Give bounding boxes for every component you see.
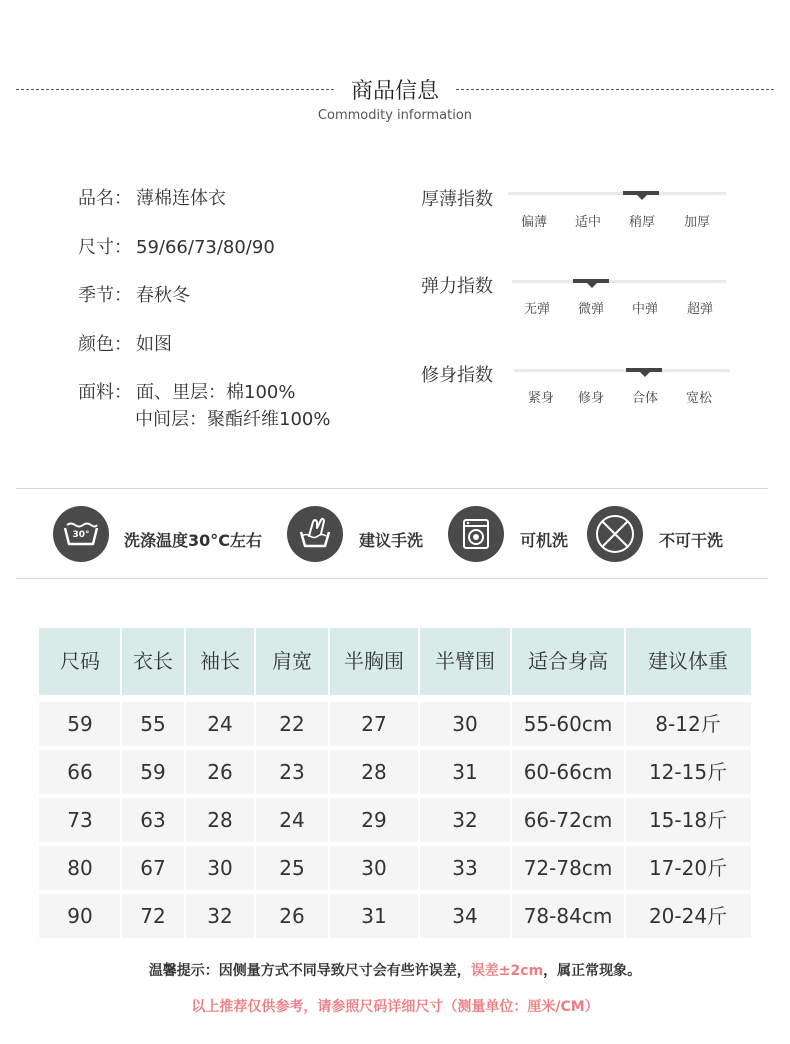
no-dry-clean-text: 不可干洗	[659, 531, 724, 550]
info-value: 面、里层：棉100%	[136, 382, 296, 403]
fit-index-marker	[626, 368, 662, 372]
elasticity-option: 中弹	[631, 302, 658, 317]
column-separator	[120, 798, 122, 842]
thickness-option: 适中	[574, 215, 601, 230]
size-table-header-cell: 半臂围	[435, 649, 495, 673]
tip-note-text-end: ，属正常现象。	[543, 963, 642, 979]
thickness-index-track	[508, 192, 726, 195]
table-cell: 30	[452, 712, 478, 736]
fit-option: 紧身	[527, 391, 554, 406]
size-table-header	[39, 628, 751, 695]
column-separator	[184, 750, 186, 794]
table-row	[39, 702, 751, 746]
care-divider-bottom	[16, 578, 768, 579]
info-label: 面料：	[78, 382, 132, 403]
column-separator	[254, 798, 256, 842]
column-separator	[328, 702, 330, 746]
wash-temp-label: 30°	[72, 530, 90, 540]
column-separator	[624, 798, 626, 842]
elasticity-index-label: 弹力指数	[421, 276, 493, 297]
column-separator	[418, 798, 420, 842]
table-cell: 30	[361, 856, 387, 880]
info-label: 季节：	[78, 285, 132, 306]
info-label: 颜色：	[78, 334, 132, 355]
table-cell: 59	[140, 760, 166, 784]
table-cell: 8-12斤	[655, 712, 721, 736]
table-cell: 26	[207, 760, 233, 784]
table-cell: 28	[207, 808, 233, 832]
thickness-option: 加厚	[683, 215, 710, 230]
thickness-index-label: 厚薄指数	[421, 189, 493, 210]
header-column-separator	[254, 628, 256, 695]
column-separator	[510, 798, 512, 842]
info-season-row	[78, 281, 190, 307]
table-cell: 31	[452, 760, 478, 784]
column-separator	[624, 702, 626, 746]
fit-option: 修身	[577, 391, 604, 406]
table-cell: 22	[279, 712, 305, 736]
elasticity-option: 超弹	[686, 302, 713, 317]
info-color-row	[78, 330, 172, 356]
table-cell: 60-66cm	[523, 760, 613, 784]
table-cell: 32	[452, 808, 478, 832]
table-cell: 80	[67, 856, 93, 880]
header-column-separator	[120, 628, 122, 695]
thickness-index-marker	[623, 191, 659, 195]
size-table-header-cell: 肩宽	[272, 649, 312, 673]
table-cell: 66-72cm	[523, 808, 613, 832]
table-cell: 66	[67, 760, 93, 784]
size-table-header-cell: 袖长	[200, 649, 240, 673]
info-name-row	[78, 184, 226, 210]
page-subtitle: Commodity information	[317, 108, 473, 123]
info-value: 春秋冬	[136, 285, 190, 306]
size-table-header-cell: 半胸围	[344, 649, 404, 673]
column-separator	[184, 846, 186, 890]
thickness-option: 偏薄	[520, 215, 547, 230]
size-table-header-cell: 尺码	[60, 649, 100, 673]
table-cell: 27	[361, 712, 387, 736]
table-row	[39, 846, 751, 890]
no-dry-clean-icon	[587, 506, 643, 562]
column-separator	[418, 846, 420, 890]
table-cell: 34	[452, 904, 478, 928]
column-separator	[184, 798, 186, 842]
fit-option-selected: 合体	[631, 391, 658, 406]
table-row	[39, 750, 751, 794]
column-separator	[510, 750, 512, 794]
table-cell: 20-24斤	[648, 904, 728, 928]
table-row	[39, 798, 751, 842]
column-separator	[120, 750, 122, 794]
column-separator	[328, 894, 330, 938]
reference-note: 以上推荐仅供参考，请参照尺码详细尺寸（测量单位：厘米/CM）	[191, 999, 599, 1015]
fit-index-track	[514, 369, 730, 372]
table-cell: 78-84cm	[523, 904, 613, 928]
column-separator	[254, 750, 256, 794]
size-table-header-cell: 衣长	[133, 649, 173, 673]
wash-30-icon	[53, 506, 109, 562]
info-size-row	[78, 233, 275, 259]
column-separator	[418, 750, 420, 794]
table-cell: 33	[452, 856, 478, 880]
header-column-separator	[418, 628, 420, 695]
hand-wash-text: 建议手洗	[359, 531, 424, 550]
table-cell: 30	[207, 856, 233, 880]
column-separator	[328, 846, 330, 890]
table-cell: 29	[361, 808, 387, 832]
table-cell: 55-60cm	[523, 712, 613, 736]
table-cell: 90	[67, 904, 93, 928]
fit-option: 宽松	[685, 391, 712, 406]
table-cell: 72	[140, 904, 166, 928]
info-value: 中间层：聚酯纤维100%	[135, 409, 331, 430]
table-cell: 28	[361, 760, 387, 784]
hand-wash-icon	[287, 506, 343, 562]
table-cell: 32	[207, 904, 233, 928]
wash-temp-text: 洗涤温度30°C左右	[124, 531, 263, 550]
care-divider-top	[16, 488, 768, 489]
size-table-header-cell: 适合身高	[528, 649, 608, 673]
table-row	[39, 894, 751, 938]
column-separator	[254, 702, 256, 746]
column-separator	[254, 894, 256, 938]
column-separator	[624, 894, 626, 938]
table-cell: 26	[279, 904, 305, 928]
info-fabric-row-2	[131, 405, 330, 431]
size-table-header-cell: 建议体重	[648, 649, 728, 673]
info-label: 品名：	[78, 188, 132, 209]
info-value: 如图	[136, 334, 172, 355]
info-value: 59/66/73/80/90	[136, 237, 275, 258]
header-column-separator	[510, 628, 512, 695]
info-label: 尺寸：	[78, 237, 132, 258]
column-separator	[328, 798, 330, 842]
column-separator	[254, 846, 256, 890]
table-cell: 25	[279, 856, 305, 880]
table-cell: 15-18斤	[648, 808, 728, 832]
machine-wash-text: 可机洗	[520, 531, 569, 550]
table-cell: 24	[279, 808, 305, 832]
elasticity-option: 无弹	[523, 302, 550, 317]
elasticity-index-track	[512, 280, 726, 283]
header-column-separator	[328, 628, 330, 695]
column-separator	[510, 846, 512, 890]
column-separator	[418, 702, 420, 746]
table-cell: 67	[140, 856, 166, 880]
elasticity-index-marker	[573, 279, 609, 283]
column-separator	[328, 750, 330, 794]
table-cell: 55	[140, 712, 166, 736]
info-value: 薄棉连体衣	[136, 188, 226, 209]
tip-note	[0, 960, 790, 980]
page-title: 商品信息	[350, 79, 439, 104]
column-separator	[184, 894, 186, 938]
table-cell: 59	[67, 712, 93, 736]
tip-note-highlight: 误差±2cm	[470, 963, 544, 979]
table-cell: 63	[140, 808, 166, 832]
column-separator	[120, 702, 122, 746]
column-separator	[624, 846, 626, 890]
column-separator	[510, 894, 512, 938]
column-separator	[120, 894, 122, 938]
table-cell: 24	[207, 712, 233, 736]
header-column-separator	[624, 628, 626, 695]
column-separator	[418, 894, 420, 938]
washing-machine-icon	[448, 506, 504, 562]
table-cell: 73	[67, 808, 93, 832]
table-cell: 12-15斤	[648, 760, 728, 784]
header-column-separator	[184, 628, 186, 695]
table-cell: 31	[361, 904, 387, 928]
fit-index-label: 修身指数	[421, 365, 493, 386]
thickness-option-selected: 稍厚	[628, 215, 655, 230]
column-separator	[120, 846, 122, 890]
table-cell: 72-78cm	[523, 856, 613, 880]
column-separator	[184, 702, 186, 746]
tip-note-text: 温馨提示：因侧量方式不同导致尺寸会有些许误差，	[148, 963, 471, 979]
table-cell: 23	[279, 760, 305, 784]
column-separator	[510, 702, 512, 746]
info-fabric-row	[78, 378, 295, 404]
column-separator	[624, 750, 626, 794]
elasticity-option-selected: 微弹	[577, 302, 604, 317]
table-cell: 17-20斤	[648, 856, 728, 880]
